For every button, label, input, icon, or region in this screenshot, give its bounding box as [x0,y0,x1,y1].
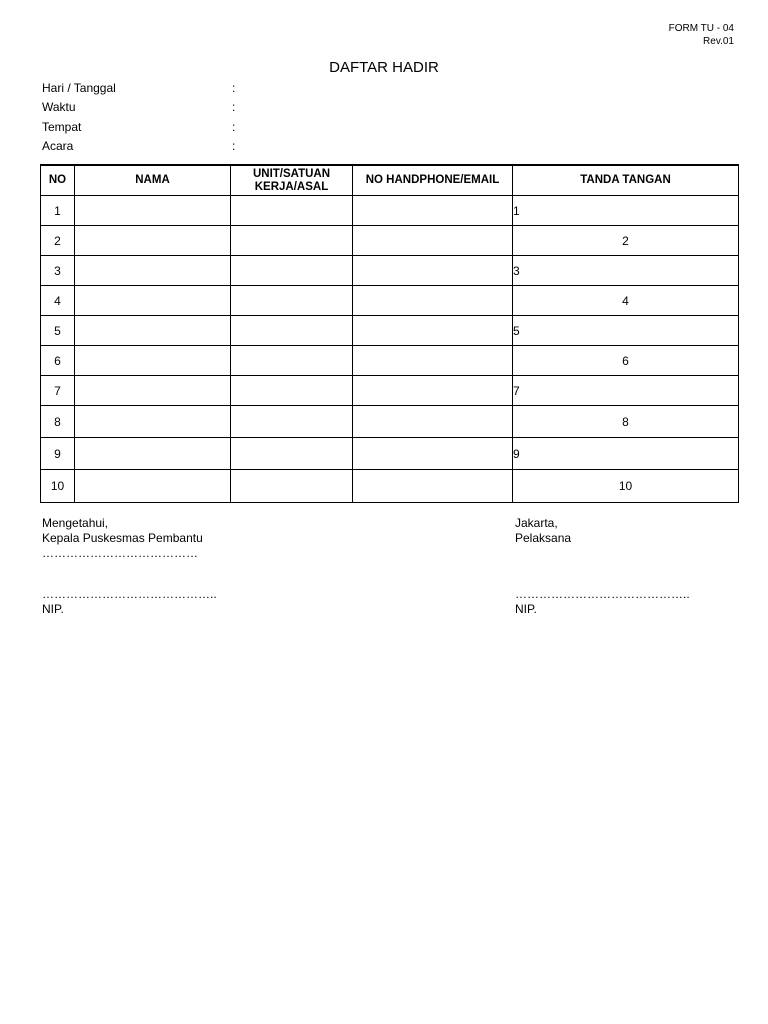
footer-left-block [42,516,203,561]
name-cell[interactable] [75,376,231,406]
contact-cell[interactable] [353,196,513,226]
signature-cell[interactable]: 1 [513,196,739,226]
unit-cell[interactable] [231,438,353,470]
contact-cell[interactable] [353,256,513,286]
col-header-nama: NAMA [75,165,231,196]
table-header-row [41,165,739,196]
footer-left-greeting: Mengetahui, [42,516,109,530]
contact-cell[interactable] [353,346,513,376]
unit-cell[interactable] [231,196,353,226]
field-tempat [42,120,236,134]
field-label: Acara [42,139,74,153]
name-cell[interactable] [75,346,231,376]
signature-cell[interactable]: 3 [513,256,739,286]
signature-cell[interactable]: 10 [513,470,739,503]
row-number: 1 [41,196,75,226]
footer-left-name-dots: …………………………………….. [42,587,217,601]
contact-cell[interactable] [353,438,513,470]
signature-cell[interactable]: 4 [513,286,739,316]
row-number: 9 [41,438,75,470]
unit-cell[interactable] [231,406,353,438]
col-header-no: NO [41,165,75,196]
table-row [41,256,739,286]
row-number: 6 [41,346,75,376]
field-colon: : [232,100,236,114]
row-number: 4 [41,286,75,316]
name-cell[interactable] [75,286,231,316]
col-header-signature: TANDA TANGAN [513,165,739,196]
row-number: 7 [41,376,75,406]
form-revision: Rev.01 [703,36,734,47]
signature-cell[interactable]: 5 [513,316,739,346]
row-number: 5 [41,316,75,346]
signature-cell[interactable]: 6 [513,346,739,376]
field-colon: : [232,120,236,134]
name-cell[interactable] [75,226,231,256]
unit-cell[interactable] [231,346,353,376]
form-code: FORM TU - 04 [668,23,734,34]
table-row [41,438,739,470]
name-cell[interactable] [75,406,231,438]
field-colon: : [232,139,236,153]
name-cell[interactable] [75,470,231,503]
footer-right-name-dots: …………………………………….. [515,587,690,601]
row-number: 2 [41,226,75,256]
footer-left-dots: ………………………………… [42,546,198,560]
signature-cell[interactable]: 8 [513,406,739,438]
unit-cell[interactable] [231,226,353,256]
footer-right-nip: NIP. [515,602,537,616]
row-number: 10 [41,470,75,503]
form-code-block [669,22,734,48]
row-number: 8 [41,406,75,438]
field-acara [42,139,236,153]
unit-cell[interactable] [231,376,353,406]
footer-left-sign-block [42,587,217,617]
table-row [41,346,739,376]
col-header-unit [231,165,353,196]
table-row [41,406,739,438]
footer-left-position: Kepala Puskesmas Pembantu [42,531,203,545]
contact-cell[interactable] [353,470,513,503]
table-row [41,286,739,316]
footer-right-sign-block [515,587,690,617]
contact-cell[interactable] [353,286,513,316]
attendance-table [40,164,739,503]
table-row [41,316,739,346]
footer-right-place: Jakarta, [515,516,558,530]
field-label: Waktu [42,100,76,114]
table-row [41,376,739,406]
footer-right-position: Pelaksana [515,531,572,545]
unit-cell[interactable] [231,470,353,503]
contact-cell[interactable] [353,226,513,256]
signature-cell[interactable]: 2 [513,226,739,256]
signature-cell[interactable]: 9 [513,438,739,470]
document-title: DAFTAR HADIR [329,59,439,76]
field-colon: : [232,81,236,95]
table-row [41,196,739,226]
unit-cell[interactable] [231,286,353,316]
table-row [41,470,739,503]
contact-cell[interactable] [353,316,513,346]
field-hari-tanggal [42,81,236,95]
footer-left-nip: NIP. [42,602,64,616]
footer-right-block [515,516,571,546]
row-number: 3 [41,256,75,286]
col-header-contact: NO HANDPHONE/EMAIL [353,165,513,196]
unit-cell[interactable] [231,256,353,286]
contact-cell[interactable] [353,406,513,438]
field-label: Tempat [42,120,82,134]
signature-cell[interactable]: 7 [513,376,739,406]
contact-cell[interactable] [353,376,513,406]
field-label: Hari / Tanggal [42,81,116,95]
name-cell[interactable] [75,256,231,286]
table-row [41,226,739,256]
col-header-unit-line2: KERJA/ASAL [254,180,329,193]
name-cell[interactable] [75,438,231,470]
name-cell[interactable] [75,196,231,226]
field-waktu [42,100,236,114]
unit-cell[interactable] [231,316,353,346]
col-header-unit-line1: UNIT/SATUAN [252,167,331,180]
name-cell[interactable] [75,316,231,346]
